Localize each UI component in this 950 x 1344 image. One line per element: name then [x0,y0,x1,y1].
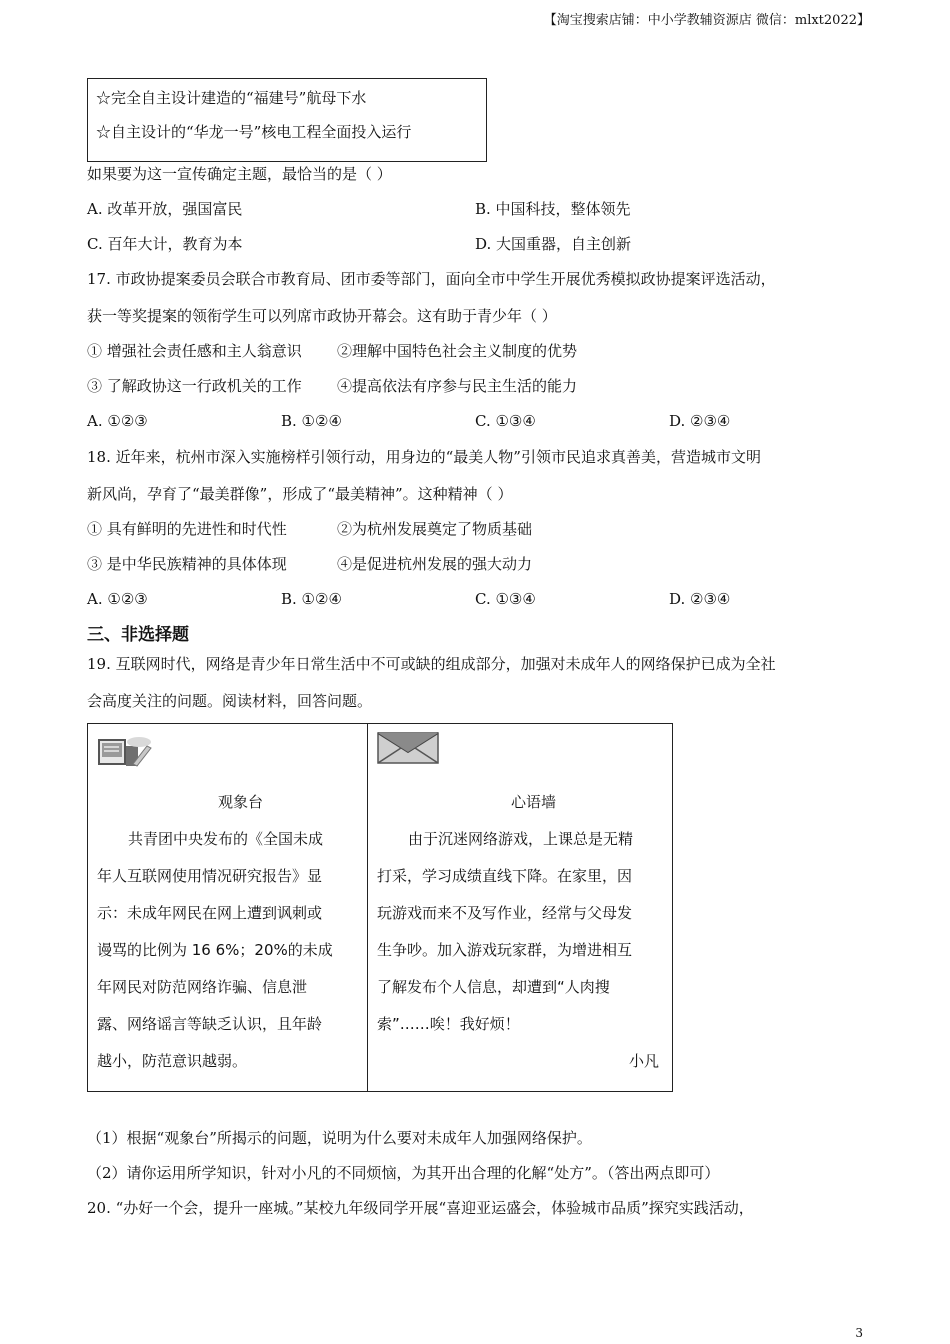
q17-item-3: ③ 了解政协这一行政机关的工作 [87,377,302,395]
left-line-5: 年网民对防范网络诈骗、信息泄 [97,978,308,996]
header-note: 【淘宝搜索店铺：中小学教辅资源店 微信：mlxt2022】 [543,13,870,28]
right-line-6: 索”……唉！我好烦！ [377,1015,520,1033]
right-line-5: 了解发布个人信息，却遭到“人肉搜 [377,978,610,996]
q16-option-b: B. 中国科技，整体领先 [475,200,631,218]
q17-item-1: ① 增强社会责任感和主人翁意识 [87,342,302,360]
q18-item-2: ②为杭州发展奠定了物质基础 [337,520,533,538]
right-signature: 小凡 [629,1052,660,1070]
q17-option-a: A. ①②③ [87,412,148,430]
q16-stem: 如果要为这一宣传确定主题，最恰当的是（ ） [87,165,392,183]
q18-option-d: D. ②③④ [669,590,731,608]
right-line-1: 由于沉迷网络游戏，上课总是无精 [408,830,634,848]
q18-option-c: C. ①③④ [475,590,536,608]
left-line-1: 共青团中央发布的《全国未成 [128,830,324,848]
q17-stem-line2: 获一等奖提案的领衔学生可以列席市政协开幕会。这有助于青少年（ ） [87,307,557,325]
right-cell-title: 心语墙 [511,793,557,811]
q18-stem-line1: 18. 近年来，杭州市深入实施榜样引领行动，用身边的“最美人物”引领市民追求真善美，营造城市文明 [87,448,761,466]
table-divider [367,724,368,1091]
computer-icon [97,734,153,774]
q17-item-2: ②理解中国特色社会主义制度的优势 [337,342,578,360]
left-line-2: 年人互联网使用情况研究报告》显 [97,867,323,885]
right-line-2: 打采，学习成绩直线下降。在家里，因 [377,867,633,885]
q19-stem-line2: 会高度关注的问题。阅读材料，回答问题。 [87,692,373,710]
q17-option-b: B. ①②④ [281,412,342,430]
q17-item-4: ④提高依法有序参与民主生活的能力 [337,377,578,395]
page-number: 3 [855,1326,863,1340]
q18-option-a: A. ①②③ [87,590,148,608]
q17-option-d: D. ②③④ [669,412,731,430]
left-line-7: 越小，防范意识越弱。 [97,1052,248,1070]
right-line-3: 玩游戏而来不及写作业，经常与父母发 [377,904,633,922]
section-title: 三、非选择题 [87,625,189,645]
q19-sub1: （1）根据“观象台”所揭示的问题，说明为什么要对未成年人加强网络保护。 [87,1129,592,1147]
q17-option-c: C. ①③④ [475,412,536,430]
envelope-icon [377,732,439,768]
q16-material-box [87,78,487,162]
q17-stem-line1: 17. 市政协提案委员会联合市教育局、团市委等部门，面向全市中学生开展优秀模拟政协提案评选活动， [87,270,776,288]
q20-stem-line1: 20. “办好一个会，提升一座城。”某校九年级同学开展“喜迎亚运盛会，体验城市品质”探究实践活动， [87,1199,754,1217]
q16-option-c: C. 百年大计，教育为本 [87,235,243,253]
q16-option-d: D. 大国重器，自主创新 [475,235,632,253]
left-line-6: 露、网络谣言等缺乏认识，且年龄 [97,1015,323,1033]
q19-stem-line1: 19. 互联网时代，网络是青少年日常生活中不可或缺的组成部分，加强对未成年人的网络保护已成为全社 [87,655,776,673]
q16-option-a: A. 改革开放，强国富民 [87,200,243,218]
q16-box-line1: ☆完全自主设计建造的“福建号”航母下水 [96,89,367,107]
left-line-3: 示：未成年网民在网上遭到讽刺或 [97,904,323,922]
left-cell-title: 观象台 [218,793,264,811]
right-line-4: 生争吵。加入游戏玩家群，为增进相互 [377,941,633,959]
left-line-4: 谩骂的比例为 16 6%；20%的未成 [97,941,333,959]
q18-option-b: B. ①②④ [281,590,342,608]
q18-item-4: ④是促进杭州发展的强大动力 [337,555,533,573]
q16-box-line2: ☆自主设计的“华龙一号”核电工程全面投入运行 [96,123,412,141]
q19-sub2: （2）请你运用所学知识，针对小凡的不同烦恼，为其开出合理的化解“处方”。（答出两点即可） [87,1164,720,1182]
q19-material-table [87,723,673,1092]
q18-item-3: ③ 是中华民族精神的具体体现 [87,555,287,573]
q18-stem-line2: 新风尚，孕育了“最美群像”，形成了“最美精神”。这种精神（ ） [87,485,513,503]
q18-item-1: ① 具有鲜明的先进性和时代性 [87,520,287,538]
